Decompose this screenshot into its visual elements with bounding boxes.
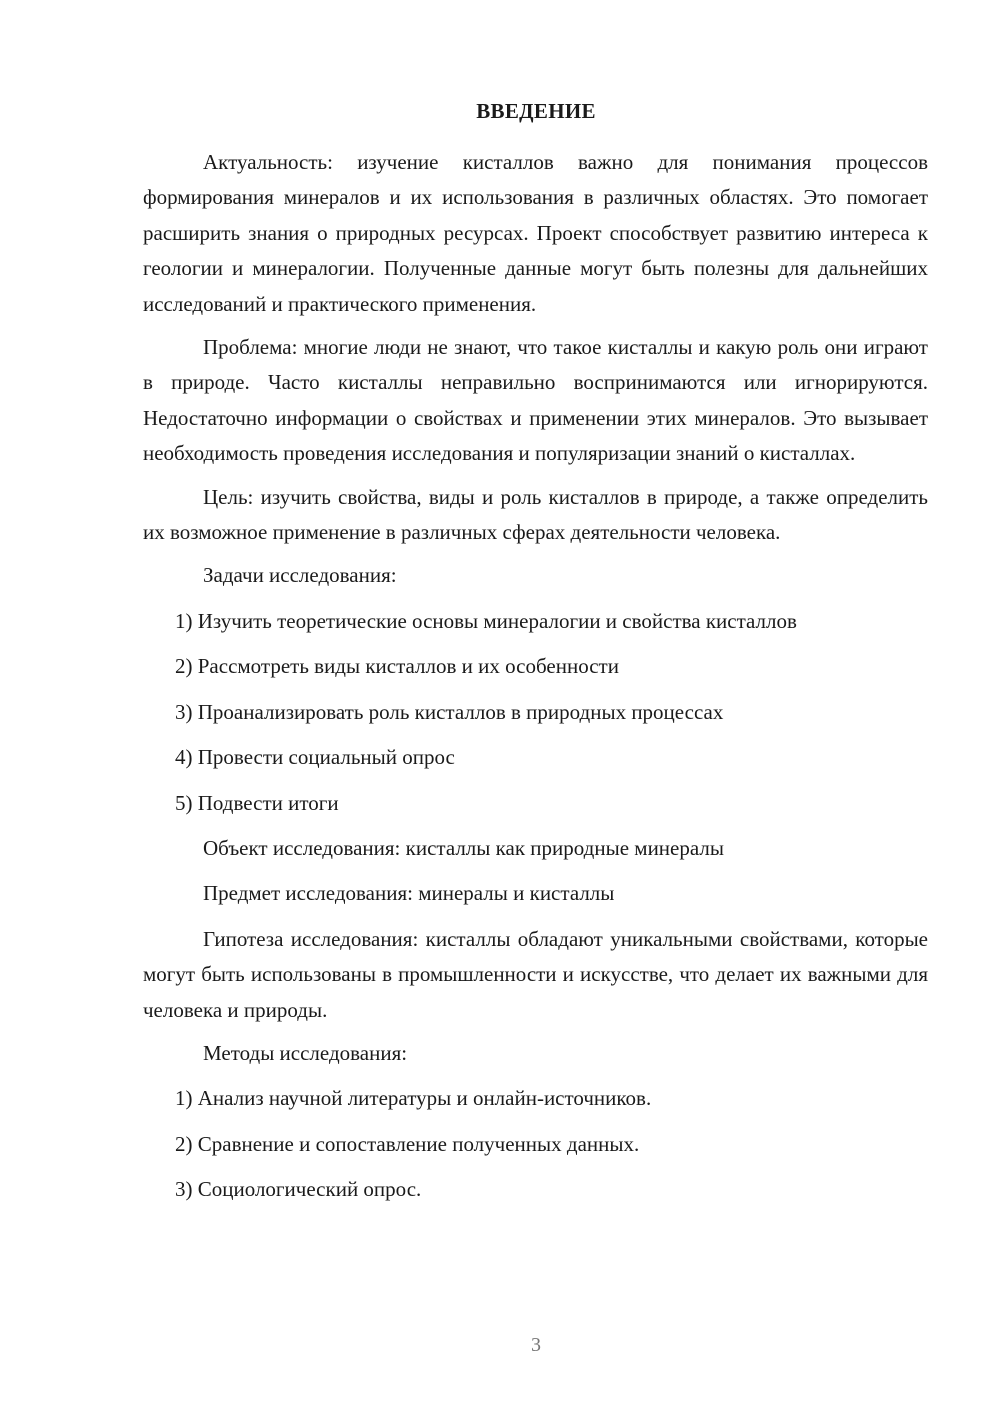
- list-item: 1) Изучить теоретические основы минералогии и свойства кисталлов: [175, 608, 797, 633]
- tasks-list: [143, 604, 928, 821]
- hypothesis-paragraph: Гипотеза исследования: кисталлы обладают уникальными свойствами, которые могут быть использованы в промышленности и искусстве, что делает их важными для человека и природы.: [143, 926, 928, 1022]
- tasks-heading: Задачи исследования:: [203, 563, 397, 588]
- problem-paragraph: Проблема: многие люди не знают, что такое кисталлы и какую роль они играют в природе. Часто кисталлы неправильно воспринимаются или игнорируются. Недостаточно информации о свойствах и применении этих минералов. Это вызывает необходимость проведения исследования и популяризации знаний о кисталлах.: [143, 335, 928, 466]
- page-title: ВВЕДЕНИЕ: [476, 99, 596, 123]
- list-item: 3) Социологический опрос.: [175, 1177, 422, 1202]
- methods-heading: Методы исследования:: [203, 1040, 408, 1065]
- list-item: 2) Рассмотреть виды кисталлов и их особенности: [175, 654, 619, 679]
- list-item: 1) Анализ научной литературы и онлайн-источников.: [175, 1086, 652, 1111]
- document-body: [143, 145, 928, 1218]
- methods-list: [143, 1081, 928, 1207]
- goal-paragraph: Цель: изучить свойства, виды и роль кисталлов в природе, а также определить их возможное применение в различных сферах деятельности человека.: [143, 484, 928, 545]
- list-item: 2) Сравнение и сопоставление полученных данных.: [175, 1131, 640, 1156]
- list-item: 5) Подвести итоги: [175, 790, 339, 815]
- list-item: 3) Проанализировать роль кисталлов в природных процессах: [175, 699, 724, 724]
- subject-line: Предмет исследования: минералы и кисталлы: [203, 881, 615, 906]
- page-number: 3: [531, 1334, 541, 1356]
- object-line: Объект исследования: кисталлы как природные минералы: [203, 835, 724, 860]
- list-item: 4) Провести социальный опрос: [175, 745, 455, 770]
- relevance-paragraph: Актуальность: изучение кисталлов важно для понимания процессов формирования минералов и их использования в различных областях. Это помогает расширить знания о природных ресурсах. Проект способствует развитию интереса к геологии и минералогии. Полученные данные могут быть полезны для дальнейших исследований и практического применения.: [143, 150, 928, 316]
